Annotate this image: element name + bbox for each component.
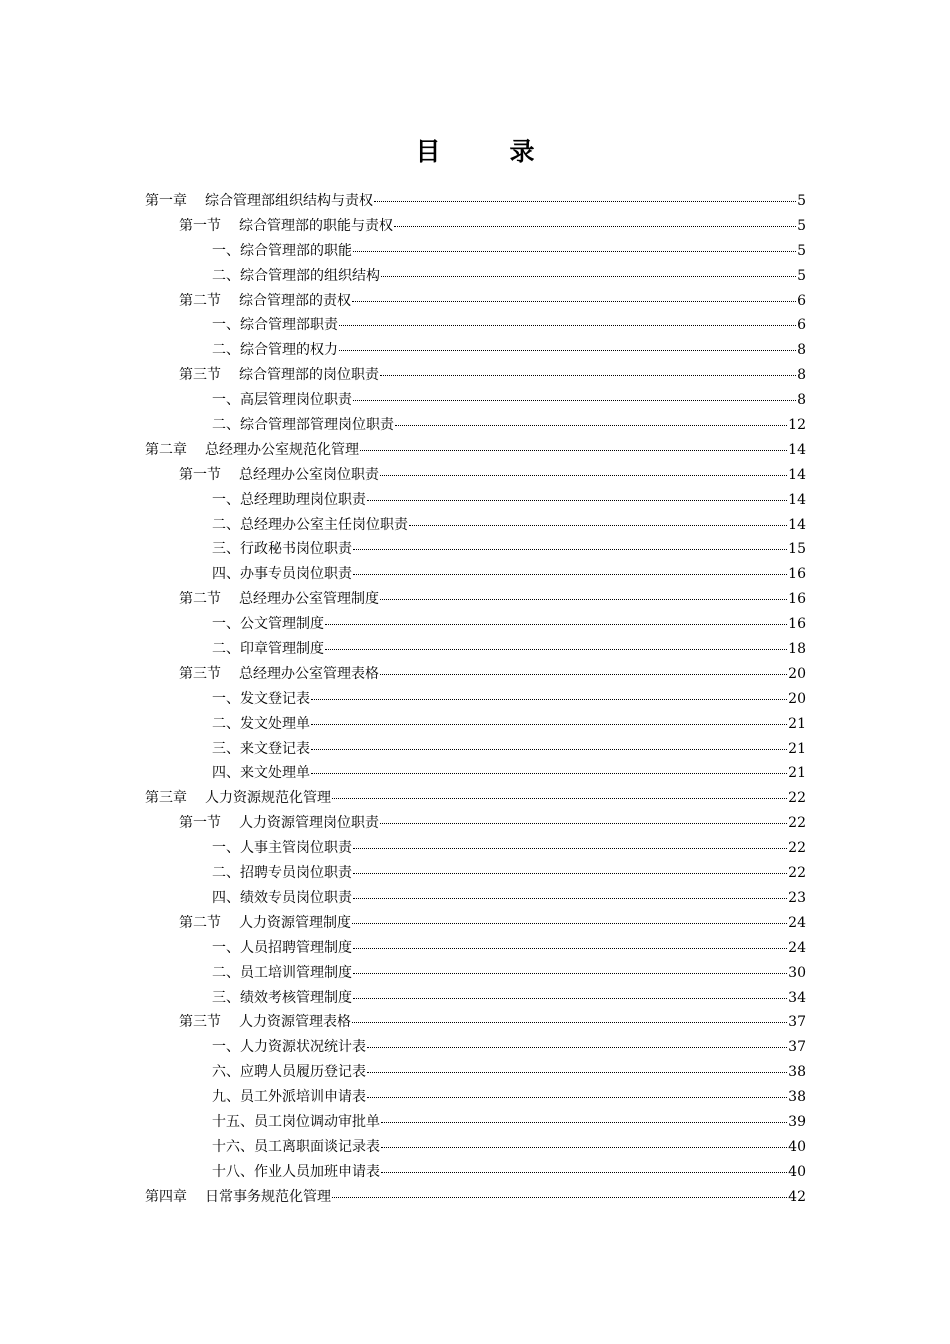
toc-entry-label [212, 861, 352, 886]
dot-leader [325, 623, 787, 625]
toc-page-number: 16 [788, 591, 806, 608]
dot-leader [353, 573, 787, 575]
toc-entry-text: 综合管理的权力 [240, 342, 338, 359]
toc-page-number: 6 [797, 317, 806, 334]
toc-entry-number: 第一节 [179, 217, 221, 234]
toc-entry[interactable] [145, 761, 806, 786]
toc-entry-label [145, 1185, 331, 1210]
toc-entry-label [145, 438, 359, 463]
dot-leader [367, 1071, 787, 1073]
toc-entry-label [179, 587, 379, 612]
toc-entry-label [212, 313, 338, 338]
toc-entry[interactable] [145, 1035, 806, 1060]
toc-entry[interactable] [145, 214, 806, 239]
toc-page-number: 21 [788, 765, 806, 782]
toc-entry-number: 第一节 [179, 466, 221, 483]
toc-entry-label [179, 1010, 351, 1035]
toc-entry[interactable] [145, 911, 806, 936]
dot-leader [311, 772, 787, 774]
toc-entry[interactable] [145, 612, 806, 637]
toc-page-number: 22 [788, 815, 806, 832]
toc-entry[interactable] [145, 537, 806, 562]
toc-entry-number: 十五、 [212, 1113, 254, 1130]
dot-leader [353, 548, 787, 550]
toc-entry-number: 第四章 [145, 1188, 187, 1205]
toc-entry-label [145, 189, 373, 214]
dot-leader [353, 847, 787, 849]
toc-page-number: 16 [788, 616, 806, 633]
toc-entry-number: 第二节 [179, 591, 221, 608]
toc-page-number: 5 [797, 267, 806, 284]
toc-entry-text: 员工岗位调动审批单 [254, 1113, 380, 1130]
toc-entry-text: 人员招聘管理制度 [240, 939, 352, 956]
toc-entry[interactable] [145, 1085, 806, 1110]
toc-page-number: 40 [788, 1163, 806, 1180]
toc-entry[interactable] [145, 1060, 806, 1085]
toc-entry-number: 一、 [212, 1039, 240, 1056]
toc-entry-text: 来文处理单 [240, 765, 310, 782]
toc-entry[interactable] [145, 637, 806, 662]
toc-entry-number: 第三节 [179, 367, 221, 384]
toc-page-number: 16 [788, 566, 806, 583]
toc-entry-text: 高层管理岗位职责 [240, 392, 352, 409]
toc-page-number: 8 [797, 392, 806, 409]
toc-entry-label [179, 214, 393, 239]
toc-page-number: 39 [788, 1113, 806, 1130]
dot-leader [352, 1021, 787, 1023]
toc-page-number: 5 [797, 193, 806, 209]
toc-list [145, 189, 806, 1210]
toc-entry[interactable] [145, 189, 806, 214]
toc-entry-label [212, 712, 310, 737]
toc-entry[interactable] [145, 886, 806, 911]
toc-entry[interactable] [145, 662, 806, 687]
toc-entry-label [212, 961, 352, 986]
dot-leader [381, 1121, 787, 1123]
toc-entry-text: 综合管理部的职能 [240, 242, 352, 259]
toc-page-number: 18 [788, 641, 806, 658]
dot-leader [353, 399, 796, 401]
toc-entry-text: 综合管理部的责权 [239, 292, 351, 309]
toc-entry-label [212, 1110, 380, 1135]
toc-entry-number: 一、 [212, 317, 240, 334]
toc-entry-text: 人力资源管理制度 [239, 914, 351, 931]
toc-entry-label [179, 811, 379, 836]
toc-entry[interactable] [145, 363, 806, 388]
toc-entry[interactable] [145, 811, 806, 836]
toc-entry-number: 一、 [212, 392, 240, 409]
toc-entry[interactable] [145, 836, 806, 861]
toc-entry-text: 发文处理单 [240, 715, 310, 732]
toc-page-number: 14 [788, 441, 806, 458]
dot-leader [353, 897, 787, 899]
toc-entry-label [212, 513, 408, 538]
dot-leader [380, 822, 787, 824]
toc-page-number: 38 [788, 1089, 806, 1106]
toc-entry[interactable] [145, 438, 806, 463]
toc-entry-label [179, 662, 379, 687]
dot-leader [360, 449, 787, 451]
toc-entry-number: 第二章 [145, 441, 187, 458]
toc-entry-number: 第三节 [179, 665, 221, 682]
dot-leader [381, 1146, 787, 1148]
dot-leader [353, 972, 787, 974]
toc-entry-text: 总经理办公室管理表格 [239, 665, 379, 682]
toc-entry-text: 员工外派培训申请表 [240, 1089, 366, 1106]
toc-entry-label [212, 537, 352, 562]
toc-entry-label [212, 1160, 380, 1185]
dot-leader [332, 797, 787, 799]
toc-entry[interactable] [145, 488, 806, 513]
toc-entry-text: 综合管理部管理岗位职责 [240, 417, 394, 434]
toc-entry[interactable] [145, 1110, 806, 1135]
toc-entry-label [212, 413, 394, 438]
dot-leader [339, 324, 796, 326]
dot-leader [380, 374, 796, 376]
toc-entry-number: 四、 [212, 889, 240, 906]
toc-entry-number: 一、 [212, 840, 240, 857]
toc-entry-number: 二、 [212, 641, 240, 658]
toc-entry-label [212, 488, 366, 513]
toc-entry-number: 一、 [212, 939, 240, 956]
toc-page-number: 34 [788, 989, 806, 1006]
toc-entry-label [212, 1035, 366, 1060]
toc-entry-text: 办事专员岗位职责 [240, 566, 352, 583]
toc-page-number: 38 [788, 1064, 806, 1081]
toc-entry-text: 综合管理部的职能与责权 [239, 217, 393, 234]
toc-entry[interactable] [145, 1185, 806, 1210]
toc-entry-label [212, 338, 338, 363]
toc-entry[interactable] [145, 264, 806, 289]
toc-entry-label [212, 612, 324, 637]
toc-entry-number: 一、 [212, 491, 240, 508]
toc-entry[interactable] [145, 961, 806, 986]
toc-entry-number: 第二节 [179, 292, 221, 309]
toc-entry-text: 来文登记表 [240, 740, 310, 757]
toc-entry-text: 总经理办公室管理制度 [239, 591, 379, 608]
dot-leader [311, 723, 787, 725]
dot-leader [353, 947, 787, 949]
dot-leader [380, 474, 787, 476]
toc-page-number: 22 [788, 840, 806, 857]
toc-entry-number: 第一章 [145, 193, 187, 209]
dot-leader [409, 524, 787, 526]
toc-entry-text: 综合管理部组织结构与责权 [205, 193, 373, 209]
toc-entry[interactable] [145, 313, 806, 338]
dot-leader [374, 200, 796, 202]
toc-entry[interactable] [145, 513, 806, 538]
toc-entry-text: 人力资源规范化管理 [205, 790, 331, 807]
toc-page-number: 22 [788, 865, 806, 882]
toc-entry-label [212, 1135, 380, 1160]
toc-entry[interactable] [145, 413, 806, 438]
toc-entry-number: 四、 [212, 566, 240, 583]
toc-page-number: 5 [797, 217, 806, 234]
toc-entry-text: 员工离职面谈记录表 [254, 1138, 380, 1155]
toc-entry-text: 员工培训管理制度 [240, 964, 352, 981]
toc-entry-text: 发文登记表 [240, 690, 310, 707]
toc-entry-label [145, 786, 331, 811]
toc-entry-label [212, 562, 352, 587]
toc-page-number: 6 [797, 292, 806, 309]
toc-entry-number: 第三章 [145, 790, 187, 807]
toc-entry-number: 九、 [212, 1089, 240, 1106]
toc-entry-label [179, 289, 351, 314]
toc-entry-text: 人力资源管理岗位职责 [239, 815, 379, 832]
toc-entry-text: 印章管理制度 [240, 641, 324, 658]
toc-entry-text: 总经理办公室规范化管理 [205, 441, 359, 458]
toc-page-number: 8 [797, 367, 806, 384]
toc-entry-number: 一、 [212, 616, 240, 633]
toc-page-number: 24 [788, 939, 806, 956]
toc-page-number: 22 [788, 790, 806, 807]
toc-entry-text: 综合管理部职责 [240, 317, 338, 334]
dot-leader [381, 1171, 787, 1173]
toc-page-number: 8 [797, 342, 806, 359]
toc-page-number: 24 [788, 914, 806, 931]
toc-page-number: 37 [788, 1014, 806, 1031]
toc-entry-label [212, 264, 380, 289]
toc-entry[interactable] [145, 463, 806, 488]
toc-entry-text: 行政秘书岗位职责 [240, 541, 352, 558]
toc-entry-number: 二、 [212, 865, 240, 882]
toc-entry-text: 总经理办公室岗位职责 [239, 466, 379, 483]
toc-entry[interactable] [145, 786, 806, 811]
toc-entry-label [212, 637, 324, 662]
toc-entry-number: 三、 [212, 541, 240, 558]
toc-entry[interactable] [145, 388, 806, 413]
toc-title: 目 录 [415, 137, 557, 166]
toc-entry-text: 人力资源状况统计表 [240, 1039, 366, 1056]
toc-entry-label [212, 687, 310, 712]
toc-entry-label [179, 363, 379, 388]
dot-leader [311, 748, 787, 750]
toc-entry-text: 总经理办公室主任岗位职责 [240, 516, 408, 533]
toc-entry-label [212, 936, 352, 961]
dot-leader [353, 872, 787, 874]
dot-leader [367, 1046, 787, 1048]
toc-entry-text: 应聘人员履历登记表 [240, 1064, 366, 1081]
toc-entry-label [212, 761, 310, 786]
toc-entry-label [179, 911, 351, 936]
toc-entry[interactable] [145, 562, 806, 587]
toc-entry[interactable] [145, 712, 806, 737]
toc-page-number: 5 [797, 242, 806, 259]
dot-leader [353, 250, 796, 252]
toc-page-number: 20 [788, 665, 806, 682]
toc-entry-text: 综合管理部的组织结构 [240, 267, 380, 284]
toc-entry-text: 绩效专员岗位职责 [240, 889, 352, 906]
dot-leader [311, 698, 787, 700]
dot-leader [367, 1096, 787, 1098]
toc-entry-label [179, 463, 379, 488]
toc-entry-label [212, 388, 352, 413]
toc-page-number: 21 [788, 715, 806, 732]
toc-entry-number: 二、 [212, 715, 240, 732]
dot-leader [367, 499, 787, 501]
toc-entry-number: 十八、 [212, 1163, 254, 1180]
toc-entry-label [212, 737, 310, 762]
toc-entry[interactable] [145, 289, 806, 314]
toc-entry-number: 第三节 [179, 1014, 221, 1031]
toc-page-number: 30 [788, 964, 806, 981]
toc-entry-number: 二、 [212, 267, 240, 284]
dot-leader [332, 1196, 787, 1198]
toc-page-number: 14 [788, 516, 806, 533]
dot-leader [339, 349, 796, 351]
toc-entry-text: 人事主管岗位职责 [240, 840, 352, 857]
dot-leader [381, 275, 796, 277]
toc-page-number: 37 [788, 1039, 806, 1056]
toc-entry-text: 绩效考核管理制度 [240, 989, 352, 1006]
toc-entry-number: 三、 [212, 989, 240, 1006]
toc-entry-text: 总经理助理岗位职责 [240, 491, 366, 508]
toc-entry-text: 人力资源管理表格 [239, 1014, 351, 1031]
toc-entry[interactable] [145, 936, 806, 961]
toc-entry-label [212, 836, 352, 861]
dot-leader [380, 598, 787, 600]
toc-entry-text: 招聘专员岗位职责 [240, 865, 352, 882]
toc-entry[interactable] [145, 1010, 806, 1035]
toc-entry[interactable] [145, 239, 806, 264]
toc-entry[interactable] [145, 687, 806, 712]
toc-entry-text: 公文管理制度 [240, 616, 324, 633]
toc-page-number: 14 [788, 491, 806, 508]
toc-entry-number: 第二节 [179, 914, 221, 931]
toc-entry-text: 作业人员加班申请表 [254, 1163, 380, 1180]
toc-page-number: 21 [788, 740, 806, 757]
toc-entry-text: 日常事务规范化管理 [205, 1188, 331, 1205]
toc-entry-label [212, 239, 352, 264]
toc-page-number: 12 [788, 417, 806, 434]
toc-page-number: 14 [788, 466, 806, 483]
dot-leader [352, 922, 787, 924]
toc-page-number: 20 [788, 690, 806, 707]
toc-entry-number: 三、 [212, 740, 240, 757]
toc-entry-number: 一、 [212, 690, 240, 707]
toc-entry-number: 十六、 [212, 1138, 254, 1155]
dot-leader [380, 673, 787, 675]
toc-page-number: 42 [788, 1188, 806, 1205]
toc-entry-number: 四、 [212, 765, 240, 782]
toc-page-number: 40 [788, 1138, 806, 1155]
toc-entry-number: 第一节 [179, 815, 221, 832]
toc-entry-number: 二、 [212, 417, 240, 434]
toc-entry-number: 二、 [212, 964, 240, 981]
toc-page-number: 23 [788, 889, 806, 906]
dot-leader [395, 424, 787, 426]
dot-leader [352, 300, 796, 302]
toc-entry-label [212, 1060, 366, 1085]
toc-entry-number: 二、 [212, 342, 240, 359]
toc-page-number: 15 [788, 541, 806, 558]
toc-entry-number: 六、 [212, 1064, 240, 1081]
dot-leader [353, 997, 787, 999]
toc-entry[interactable] [145, 986, 806, 1011]
toc-entry-text: 综合管理部的岗位职责 [239, 367, 379, 384]
toc-entry-label [212, 1085, 366, 1110]
dot-leader [394, 225, 796, 227]
toc-entry[interactable] [145, 338, 806, 363]
toc-entry[interactable] [145, 587, 806, 612]
toc-entry-number: 二、 [212, 516, 240, 533]
toc-entry[interactable] [145, 861, 806, 886]
toc-entry-label [212, 886, 352, 911]
toc-entry[interactable] [145, 1135, 806, 1160]
toc-entry-number: 一、 [212, 242, 240, 259]
toc-entry[interactable] [145, 1160, 806, 1185]
toc-entry-label [212, 986, 352, 1011]
dot-leader [325, 648, 787, 650]
toc-entry[interactable] [145, 737, 806, 762]
